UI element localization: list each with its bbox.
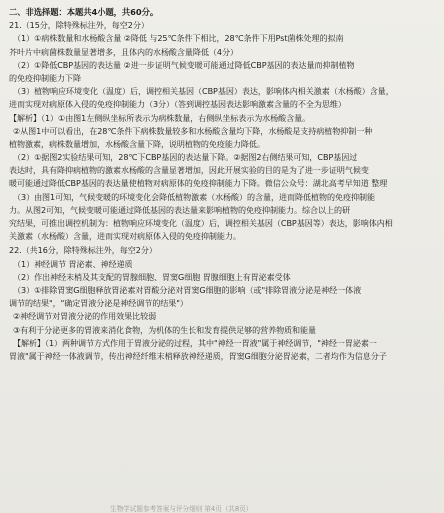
q21-explanation-line: ②从图1中可以看出，在28℃条件下病株数量较多和水杨酸含量均下降，水杨酸是支持病植物抑制一种 [13, 126, 373, 136]
q21-explanation-line: 力。从图2可知，气候变暖可能通过降低基因的表达量来影响植物的免疫抑制能力。综合以上的研 [9, 205, 350, 215]
q21-line: 的免疫抑制能力下降 [9, 73, 81, 83]
q22-line: ②神经调节对胃液分泌的作用效果比较弱 [13, 312, 157, 322]
section-heading: 二、非选择题：本题共4小题，共60分。 [9, 7, 159, 17]
q21-explanation-line: 表达时，具有降抑病植物的激素水杨酸的含量显著增加，因此开展实验的目的是为了进一步证明气候变 [9, 166, 369, 176]
q22-line: （1）神经调节 胃泌素、神经递质 [13, 259, 133, 269]
q21-line: 进而实现对病原体入侵的免疫抑制能力（3分）（答到调控基因表达影响激素含量的不全为思维） [9, 100, 346, 110]
q22-line: 调节的结果"，"确定胃液分泌是神经调节的结果"） [9, 299, 188, 309]
question-22-answer [9, 244, 433, 363]
q21-explanation-line: （2）①据图2实验结果可知，28℃下CBP基因的表达量下降。②据图2右侧结果可知，CBP基因过 [13, 153, 358, 163]
q22-line: （2）作出神经末梢及其支配的胃腺细胞、胃窦G细胞 胃腺细胞上有胃泌素受体 [13, 272, 291, 282]
q22-explanation-line: 【解析】（1）两种调节方式作用于胃液分泌的过程，其中"神经一胃液"属于神经调节，"神经一胃泌素一 [13, 338, 377, 348]
question-21-answer [9, 19, 433, 243]
q22-line: ③有利于分泌更多的胃液来消化食物，为机体的生长和发育提供足够的营养物质和能量 [13, 325, 317, 335]
q21-explanation-line: 关激素（水杨酸）含量，进而实现对病原体入侵的免疫抑制能力。 [9, 232, 241, 242]
q21-explanation-line: 【解析】（1）①由图1左侧纵坐标所表示为病株数量，右侧纵坐标表示为水杨酸含量。 [9, 113, 311, 123]
q21-line: （1）①病株数量和水杨酸含量 ②降低 与25℃条件下相比，28℃条件下用Pst菌株处理的拟南 [13, 34, 344, 44]
q21-explanation-line: 暖可能通过降低CBP基因的表达量使植物对病原体的免疫抑制能力下降。微信公众号：湖北高考早知道 整理 [9, 179, 388, 189]
q21-explanation-line: 植物激素，病株数量增加，水杨酸含量下降，说明植物的免疫能力降低。 [9, 139, 265, 149]
q22-explanation-line: 胃液"属于神经一体液调节，传出神经纤维末梢释放神经递质，胃窦G细胞分泌胃泌素，二者均作为信息分子 [9, 351, 387, 361]
page-footer: 生物学试题参考答案与评分细则 第4页（共8页） [110, 505, 253, 513]
q21-explanation-line: 究结果，可推出调控机制为：植物响应环境变化（温度）后，调控相关基因（CBP基因等）表达，影响体内相 [9, 219, 393, 228]
q21-line: 21.（15分，除特殊标注外，每空2分） [9, 21, 149, 31]
q21-line: 芥叶片中病菌株数量显著增多，且体内的水杨酸含量降低（4分） [9, 47, 238, 57]
q22-line: （3）①排除胃窦G细胞释放胃泌素对胃酸分泌对胃窦G细胞的影响（或"排除胃液分泌是神经一体液 [13, 285, 362, 295]
q22-line: 22.（共16分，除特殊标注外，每空2分） [9, 246, 157, 256]
q21-line: （2）①降低CBP基因的表达量 ②进一步证明气候变暖可能通过降低CBP基因的表达量而抑制植物 [13, 60, 355, 70]
q21-explanation-line: （3）由图1可知，气候变暖的环境变化会降低植物激素（水杨酸）的含量，进而降低植物的免疫抑制能 [13, 192, 376, 202]
q21-line: （3）植物响应环境变化（温度）后，调控相关基因（CBP基因）表达，影响体内相关激素（水杨酸）含量， [13, 87, 394, 97]
